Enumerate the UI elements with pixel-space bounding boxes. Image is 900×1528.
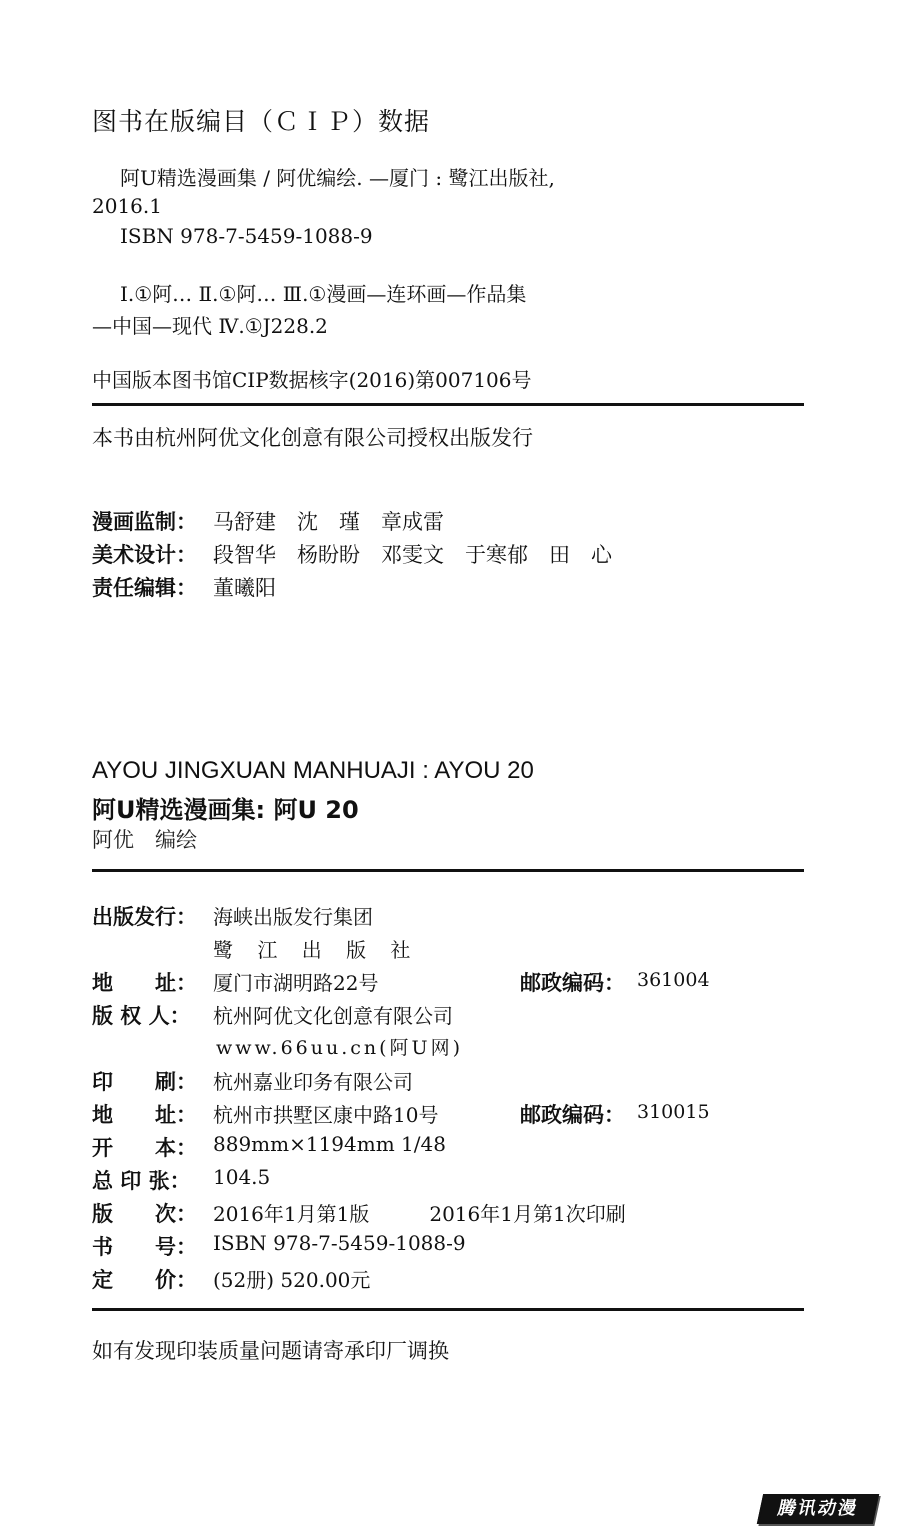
publisher-value: 海峡出版发行集团 bbox=[213, 905, 373, 929]
book-title-cn: 阿U精选漫画集: 阿U 20 bbox=[92, 796, 359, 824]
cip-line-1: 阿U精选漫画集 / 阿优编绘. —厦门 : 鹭江出版社, bbox=[120, 166, 555, 190]
copyright-label: 版 权 人： bbox=[92, 1004, 191, 1028]
address1-value: 厦门市湖明路22号 bbox=[213, 971, 379, 995]
copyright-url: www.66uu.cn(阿U网) bbox=[216, 1037, 463, 1059]
printer-value: 杭州嘉业印务有限公司 bbox=[213, 1070, 413, 1094]
rule-2 bbox=[92, 869, 804, 872]
sheets-value: 104.5 bbox=[213, 1165, 271, 1189]
credit-value-editor: 董曦阳 bbox=[213, 576, 276, 600]
zip1-value: 361004 bbox=[637, 969, 710, 991]
book-byline: 阿优 编绘 bbox=[92, 828, 197, 852]
copyright-value: 杭州阿优文化创意有限公司 bbox=[213, 1004, 453, 1028]
isbn-label: 书 号： bbox=[92, 1235, 197, 1259]
credit-label-design: 美术设计： bbox=[92, 543, 197, 567]
zip1-label: 邮政编码： bbox=[520, 971, 625, 995]
price-value: (52册) 520.00元 bbox=[213, 1268, 371, 1292]
tencent-comic-logo: 腾讯动漫 bbox=[757, 1494, 879, 1524]
price-label: 定 价： bbox=[92, 1268, 197, 1292]
format-label: 开 本： bbox=[92, 1136, 197, 1160]
credit-value-supervision: 马舒建 沈 瑾 章成雷 bbox=[213, 510, 444, 534]
edition-value: 2016年1月第1版 2016年1月第1次印刷 bbox=[213, 1202, 626, 1226]
cip-line-4: Ⅰ.①阿… Ⅱ.①阿… Ⅲ.①漫画—连环画—作品集 bbox=[120, 282, 527, 306]
cip-title: 图书在版编目（ＣＩＰ）数据 bbox=[92, 107, 431, 136]
sheets-label: 总 印 张： bbox=[92, 1169, 191, 1193]
credit-label-supervision: 漫画监制： bbox=[92, 510, 197, 534]
isbn-value: ISBN 978-7-5459-1088-9 bbox=[213, 1231, 466, 1255]
credit-value-design: 段智华 杨盼盼 邓雯文 于寒郁 田 心 bbox=[213, 543, 612, 567]
zip2-label: 邮政编码： bbox=[520, 1103, 625, 1127]
footer-note: 如有发现印装质量问题请寄承印厂调换 bbox=[92, 1339, 449, 1363]
address1-label: 地 址： bbox=[92, 971, 197, 995]
cip-line-2: 2016.1 bbox=[92, 194, 162, 218]
format-value: 889mm×1194mm 1/48 bbox=[213, 1132, 446, 1156]
publisher-label: 出版发行： bbox=[92, 905, 197, 929]
address2-value: 杭州市拱墅区康中路10号 bbox=[213, 1103, 439, 1127]
cip-line-6: 中国版本图书馆CIP数据核字(2016)第007106号 bbox=[92, 368, 532, 392]
publisher-value-2: 鹭 江 出 版 社 bbox=[213, 938, 420, 962]
printer-label: 印 刷： bbox=[92, 1070, 197, 1094]
zip2-value: 310015 bbox=[637, 1101, 710, 1123]
authorization-note: 本书由杭州阿优文化创意有限公司授权出版发行 bbox=[92, 426, 533, 450]
edition-label: 版 次： bbox=[92, 1202, 197, 1226]
cip-line-5: —中国—现代 Ⅳ.①J228.2 bbox=[92, 314, 328, 338]
address2-label: 地 址： bbox=[92, 1103, 197, 1127]
rule-1 bbox=[92, 403, 804, 406]
cip-line-3: ISBN 978-7-5459-1088-9 bbox=[120, 224, 373, 248]
credit-label-editor: 责任编辑： bbox=[92, 576, 197, 600]
rule-3 bbox=[92, 1308, 804, 1311]
book-title-en: AYOU JINGXUAN MANHUAJI : AYOU 20 bbox=[92, 757, 534, 784]
